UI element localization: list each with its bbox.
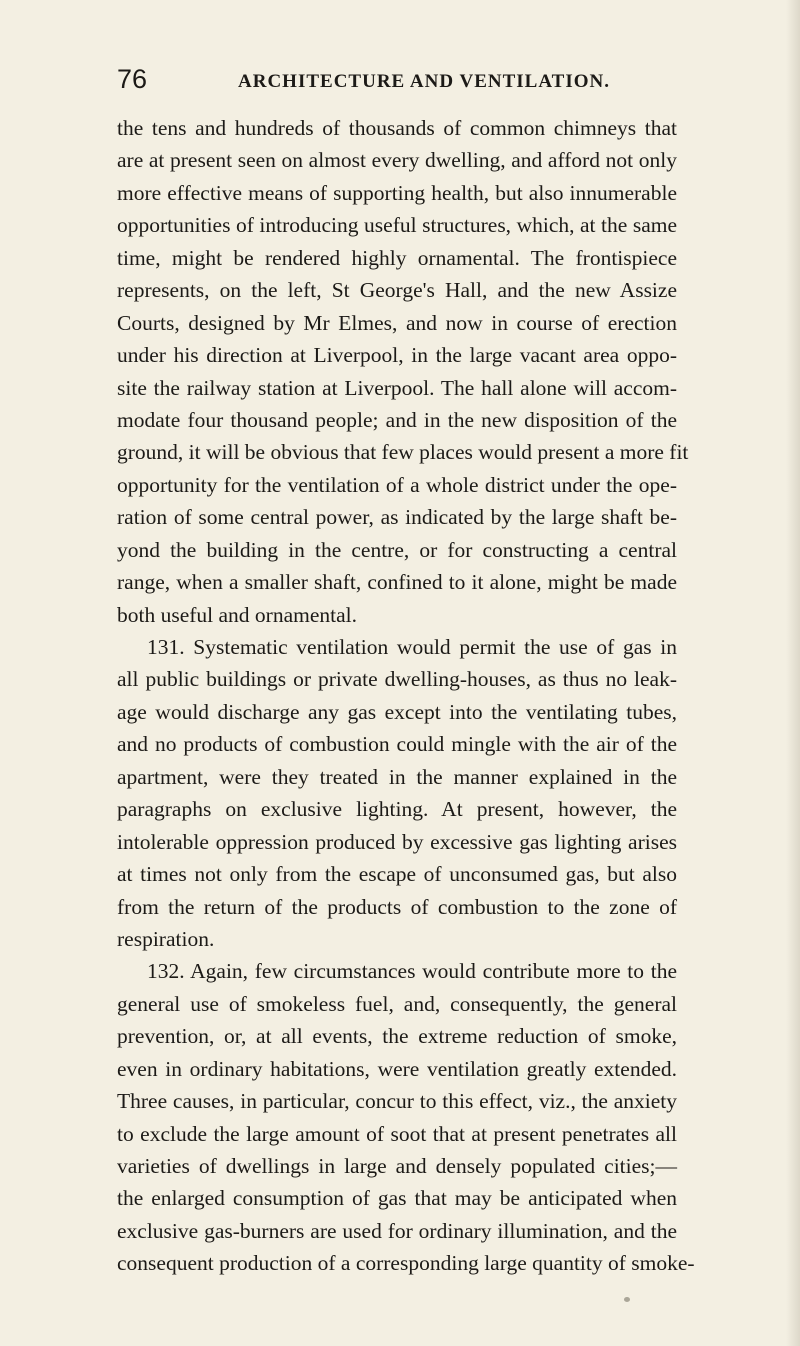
text-line: are at present seen on almost every dwelling, and afford not only xyxy=(117,148,677,173)
text-line: both useful and ornamental. xyxy=(117,602,358,627)
text-line: even in ordinary habitations, were ventilation greatly extended. xyxy=(117,1056,677,1081)
text-line: at times not only from the escape of unconsumed gas, but also xyxy=(117,862,677,887)
paragraph-132-start: 132. Again, few circumstances would contribute more to the xyxy=(147,959,677,984)
text-line: site the railway station at Liverpool. The hall alone will accom- xyxy=(117,375,677,400)
page-number: 76 xyxy=(117,64,148,94)
text-line: general use of smokeless fuel, and, consequently, the general xyxy=(117,991,677,1016)
text-line: represents, on the left, St George's Hall, and the new Assize xyxy=(117,278,677,303)
text-line: and no products of combustion could mingle with the air of the xyxy=(117,732,677,757)
text-line: opportunities of introducing useful structures, which, at the same xyxy=(117,213,677,238)
page-header xyxy=(117,64,677,100)
body-text xyxy=(117,112,695,1280)
text-line: paragraphs on exclusive lighting. At present, however, the xyxy=(117,797,677,822)
text-line: Three causes, in particular, concur to this effect, viz., the anxiety xyxy=(117,1089,677,1114)
text-line: exclusive gas-burners are used for ordinary illumination, and the xyxy=(117,1218,677,1243)
text-line: apartment, were they treated in the manner explained in the xyxy=(117,764,677,789)
text-line: ration of some central power, as indicated by the large shaft be- xyxy=(117,505,677,530)
text-line: respiration. xyxy=(117,926,215,951)
text-line: time, might be rendered highly ornamental. The frontispiece xyxy=(117,245,677,270)
text-line: range, when a smaller shaft, confined to it alone, might be made xyxy=(117,570,677,595)
text-line: varieties of dwellings in large and densely populated cities;— xyxy=(117,1154,677,1178)
text-line: yond the building in the centre, or for constructing a central xyxy=(117,537,677,562)
text-line: opportunity for the ventilation of a whole district under the ope- xyxy=(117,472,677,497)
text-line: intolerable oppression produced by excessive gas lighting arises xyxy=(117,829,677,854)
text-line: prevention, or, at all events, the extreme reduction of smoke, xyxy=(117,1024,677,1049)
text-line: more effective means of supporting health, but also innumerable xyxy=(117,180,677,205)
running-head: ARCHITECTURE AND VENTILATION. xyxy=(238,71,610,92)
text-line: Courts, designed by Mr Elmes, and now in course of erection xyxy=(117,310,677,335)
text-line: the enlarged consumption of gas that may be anticipated when xyxy=(117,1186,677,1211)
text-line: modate four thousand people; and in the new disposition of the xyxy=(117,407,677,432)
paragraph-131-start: 131. Systematic ventilation would permit the use of gas in xyxy=(147,635,677,659)
page-edge-shadow xyxy=(786,0,800,1346)
text-line: from the return of the products of combustion to the zone of xyxy=(117,894,677,919)
text-line: all public buildings or private dwelling-houses, as thus no leak- xyxy=(117,667,677,692)
text-line: the tens and hundreds of thousands of common chimneys that xyxy=(117,116,677,140)
text-line: under his direction at Liverpool, in the large vacant area oppo- xyxy=(117,343,677,368)
text-line: to exclude the large amount of soot that at present penetrates all xyxy=(117,1121,677,1146)
ink-smudge xyxy=(624,1297,630,1302)
text-line: age would discharge any gas except into the ventilating tubes, xyxy=(117,699,677,724)
text-line: consequent production of a corresponding large quantity of smoke- xyxy=(117,1251,695,1276)
text-line: ground, it will be obvious that few places would present a more fit xyxy=(117,440,689,465)
